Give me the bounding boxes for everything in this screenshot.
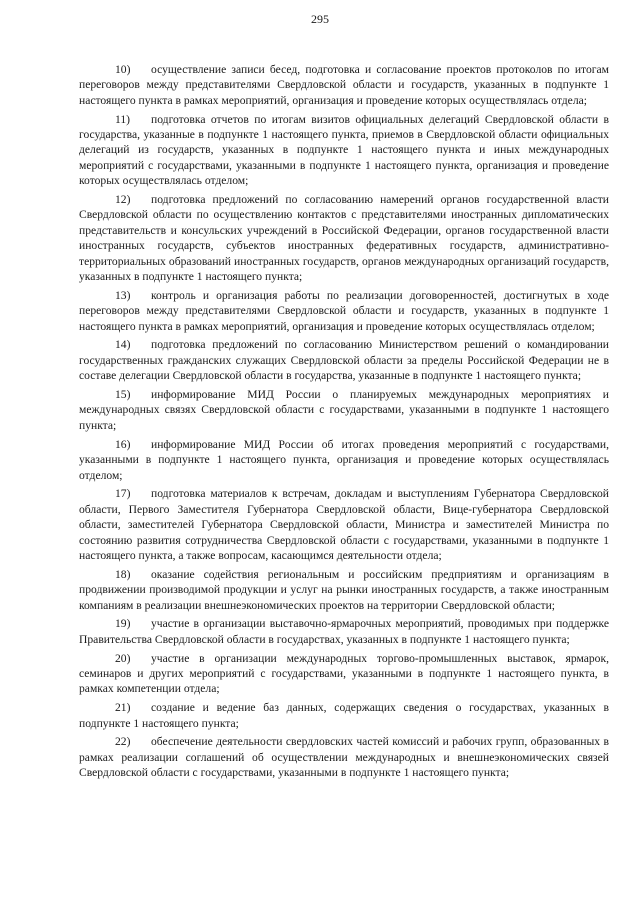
item-number: 19) (115, 617, 131, 631)
list-item (79, 567, 609, 613)
item-number: 16) (115, 437, 131, 451)
item-number: 11) (115, 112, 131, 126)
item-text: создание и ведение баз данных, содержащих сведения о государствах, указанных в подпункте 1 настоящего пункта; (79, 701, 609, 730)
item-text: контроль и организация работы по реализации договоренностей, достигнутых в ходе переговоров между представителями Свердловской области и государств, указанных в подпункте 1 настоящего пункта в рамках мероприятий, организация и проведение которых осуществлялась отделом; (79, 288, 609, 333)
list-item (79, 288, 609, 334)
item-text: подготовка материалов к встречам, докладам и выступлениям Губернатора Свердловской области, Первого Заместителя Губернатора Свердловской области, Вице-губернатора Свердловской области, заместителей Губернатора Свердловской области, Министра и заместителей Министра по состоянию развития сотрудничества Свердловской области с государствами, указанными в подпункте 1 настоящего пункта, а также вопросам, касающимся деятельности отдела; (79, 487, 609, 562)
list-item (79, 616, 609, 647)
list-item (79, 337, 609, 383)
item-number: 15) (115, 388, 131, 402)
item-number: 13) (115, 288, 131, 302)
item-text: обеспечение деятельности свердловских частей комиссий и рабочих групп, образованных в рамках реализации соглашений об осуществлении международных и внешнеэкономических связей Свердловской области с государствами, указанными в подпункте 1 настоящего пункта; (79, 735, 609, 780)
list-item (79, 734, 609, 780)
item-text: оказание содействия региональным и российским предприятиям и организациям в продвижении производимой продукции и услуг на рынки иностранных государств, а также иностранным компаниям в реализации внешнеэкономических проектов на территории Свердловской области; (79, 567, 609, 612)
list-item (79, 651, 609, 697)
item-text: подготовка предложений по согласованию намерений органов государственной власти Свердловской области по осуществлению контактов с представителями иностранных дипломатических представительств и консульских учреждений в Российской Федерации, органов государственной власти иностранных государств, субъектов иностранных федеративных государств, административно-территориальных образований иностранных государств, органов международных организаций государств, указанных в подпункте 1 настоящего пункта; (79, 193, 609, 284)
list-item (79, 437, 609, 483)
item-text: участие в организации выставочно-ярмарочных мероприятий, проводимых при поддержке Правительства Свердловской области в государствах, указанных в подпункте 1 настоящего пункта; (79, 617, 609, 646)
item-text: подготовка отчетов по итогам визитов официальных делегаций Свердловской области в государства, указанные в подпункте 1 настоящего пункта, приемов в Свердловской области официальных делегаций из государств, указанных в подпункте 1 настоящего пункта и иных международных мероприятий с государствами, указанными в подпункте 1 настоящего пункта, организация и проведение которых осуществлялась отделом; (79, 112, 609, 188)
list-item (79, 192, 609, 284)
item-text: информирование МИД России об итогах проведения мероприятий с государствами, указанными в подпункте 1 настоящего пункта, организация и проведение которых осуществлялась отделом; (79, 437, 609, 482)
document-body (79, 62, 609, 784)
item-text: осуществление записи бесед, подготовка и согласование проектов протоколов по итогам переговоров между представителями Свердловской области и государств, указанных в подпункте 1 настоящего пункта в рамках мероприятий, организация и проведение которых осуществлялась отдела; (79, 63, 609, 107)
list-item (79, 112, 609, 189)
item-number: 18) (115, 567, 131, 581)
item-number: 12) (115, 193, 131, 207)
list-item (79, 62, 609, 108)
item-number: 14) (115, 338, 131, 352)
item-text: подготовка предложений по согласованию Министерством решений о командировании государственных гражданских служащих Свердловской области за пределы Российской Федерации не в составе делегации Свердловской области в государства, указанные в подпункте 1 настоящего пункта; (79, 338, 609, 383)
item-number: 17) (115, 487, 131, 501)
item-text: участие в организации международных торгово-промышленных выставок, ярмарок, семинаров и других мероприятий с государствами, указанными в подпункте 1 настоящего пункта, в рамках компетенции отдела; (79, 651, 609, 696)
item-number: 20) (115, 651, 131, 665)
page-number: 295 (311, 12, 329, 26)
list-item (79, 486, 609, 563)
item-number: 10) (115, 63, 131, 76)
item-text: информирование МИД России о планируемых международных мероприятиях и международных связях Свердловской области с государствами, указанными в подпункте 1 настоящего пункта; (79, 388, 609, 432)
item-number: 21) (115, 701, 131, 715)
list-item (79, 700, 609, 731)
list-item (79, 387, 609, 433)
item-number: 22) (115, 735, 131, 749)
